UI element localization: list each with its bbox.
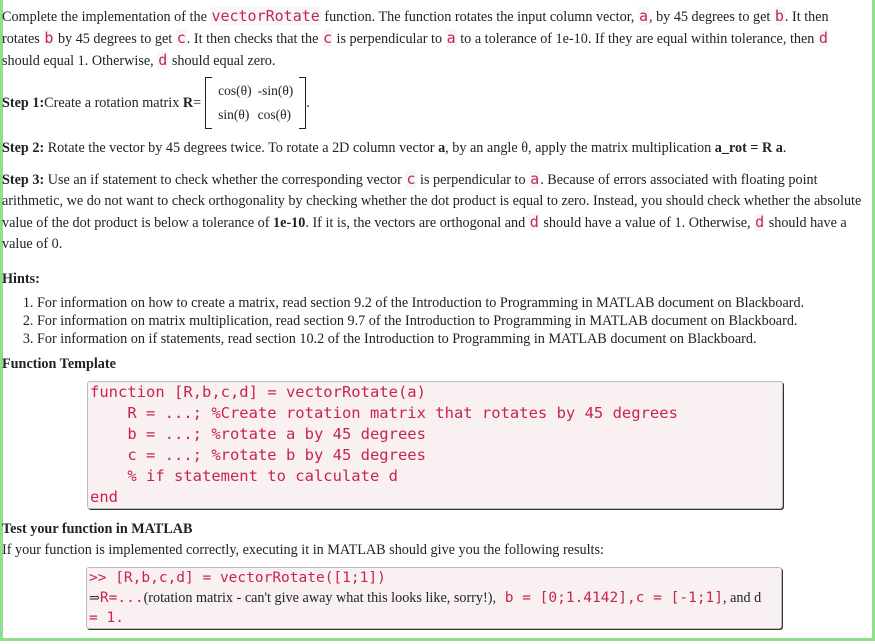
code-d: d	[755, 213, 765, 231]
text: , by 45 degrees to get	[648, 9, 774, 25]
period: .	[306, 94, 310, 111]
equals: =	[193, 94, 202, 111]
code-line: end	[90, 488, 118, 506]
code-function-name: vectorRotate	[211, 7, 320, 25]
test-output	[86, 567, 782, 629]
matrix-cell: cos(θ)	[218, 83, 252, 98]
hints-list	[2, 294, 864, 348]
matrix-cell: cos(θ)	[257, 107, 292, 122]
text: is perpendicular to	[332, 31, 446, 47]
text: Use an if statement to check whether the corresponding vector	[44, 172, 406, 188]
arrow-icon: ⇒	[89, 590, 100, 605]
rotation-matrix	[205, 75, 306, 131]
step-label: Step 2:	[2, 140, 45, 156]
tolerance: 1e-10	[273, 215, 306, 231]
matrix-cell: sin(θ)	[218, 107, 250, 122]
step-3	[2, 169, 864, 255]
step-text: Rotate the vector by 45 degrees twice. To rotate a 2D column vector	[44, 140, 439, 156]
function-template-code	[87, 381, 783, 509]
test-title: Test your function in MATLAB	[2, 521, 193, 537]
text: . It then rotates	[2, 9, 829, 47]
code-d: d	[529, 213, 539, 231]
code-c: c	[322, 29, 332, 47]
matrix-symbol: R	[182, 94, 194, 111]
code-b: b	[44, 29, 54, 47]
result-line	[89, 588, 779, 608]
b-label: b	[496, 590, 514, 606]
text: should have a value of 1. Otherwise,	[539, 215, 755, 231]
code-line: b = ...; %rotate a by 45 degrees	[90, 425, 426, 443]
step-label: Step 1:	[2, 94, 45, 111]
b-value: = [0;1.4142]	[513, 590, 627, 606]
template-title: Function Template	[2, 356, 116, 372]
text: by 45 degrees to get	[54, 31, 176, 47]
formula: a_rot = R a	[714, 140, 783, 156]
text: function. The function rotates the input column vector,	[320, 9, 638, 25]
code-line: c = ...; %rotate b by 45 degrees	[90, 446, 426, 464]
hint-item: 3. For information on if statements, read section 10.2 of the Introduction to Programming in MATLAB document on Blackboard.	[37, 330, 864, 348]
text: . If it is, the vectors are orthogonal and	[305, 215, 529, 231]
code-line: function [R,b,c,d] = vectorRotate(a)	[90, 383, 426, 401]
step-2	[2, 138, 864, 159]
and-d: , and d	[723, 590, 762, 606]
code-d: d	[818, 29, 828, 47]
code-a: a	[638, 7, 648, 25]
step-text: , by an angle θ, apply the matrix multiplication	[445, 140, 715, 156]
hint-item: 1. For information on how to create a matrix, read section 9.2 of the Introduction to Programming in MATLAB document on Blackboard.	[37, 294, 864, 312]
code-a: a	[446, 29, 456, 47]
step-label: Step 3:	[2, 172, 45, 188]
code-b: b	[774, 7, 784, 25]
period: .	[782, 140, 787, 156]
c-label: ,c	[626, 590, 645, 606]
text: to a tolerance of 1e-10. If they are equal within tolerance, then	[456, 31, 818, 47]
test-text: If your function is implemented correctly, executing it in MATLAB should give you the following results:	[2, 542, 604, 558]
code-a: a	[530, 170, 540, 188]
code-c: c	[176, 29, 186, 47]
r-output: R=...	[99, 590, 144, 606]
hints-title: Hints:	[2, 271, 40, 287]
c-value: = [-1;1]	[644, 590, 724, 606]
vector-a: a	[438, 140, 446, 156]
text: should have a value of 0.	[2, 215, 847, 252]
command-line: >> [R,b,c,d] = vectorRotate([1;1])	[89, 570, 386, 586]
text: . It then checks that the	[186, 31, 322, 47]
r-note: (rotation matrix - can't give away what this looks like, sorry!),	[143, 590, 496, 606]
text: is perpendicular to	[416, 172, 530, 188]
code-d: d	[158, 51, 168, 69]
intro-paragraph	[2, 6, 864, 72]
matrix-cell: -sin(θ)	[257, 83, 294, 98]
code-line: % if statement to calculate d	[90, 467, 398, 485]
text: should equal zero.	[168, 53, 276, 69]
equals-sign: =	[89, 610, 98, 626]
text: . Because of errors associated with floating point arithmetic, we do not want to check orthogonality by checking whether the dot product is equal to zero. Instead, you should check whether the absolute value of the dot product is below a tolerance of	[2, 172, 862, 231]
code-c: c	[406, 170, 416, 188]
step-text: Create a rotation matrix	[44, 94, 180, 111]
code-line: R = ...; %Create rotation matrix that rotates by 45 degrees	[90, 404, 678, 422]
hint-item: 2. For information on matrix multiplication, read section 9.7 of the Introduction to Programming in MATLAB document on Blackboard.	[37, 312, 864, 330]
text: should equal 1. Otherwise,	[2, 53, 158, 69]
d-value: 1.	[97, 610, 124, 626]
content	[2, 6, 864, 629]
step-1	[2, 72, 864, 134]
text: Complete the implementation of the	[2, 9, 211, 25]
result-line-2	[89, 608, 779, 628]
